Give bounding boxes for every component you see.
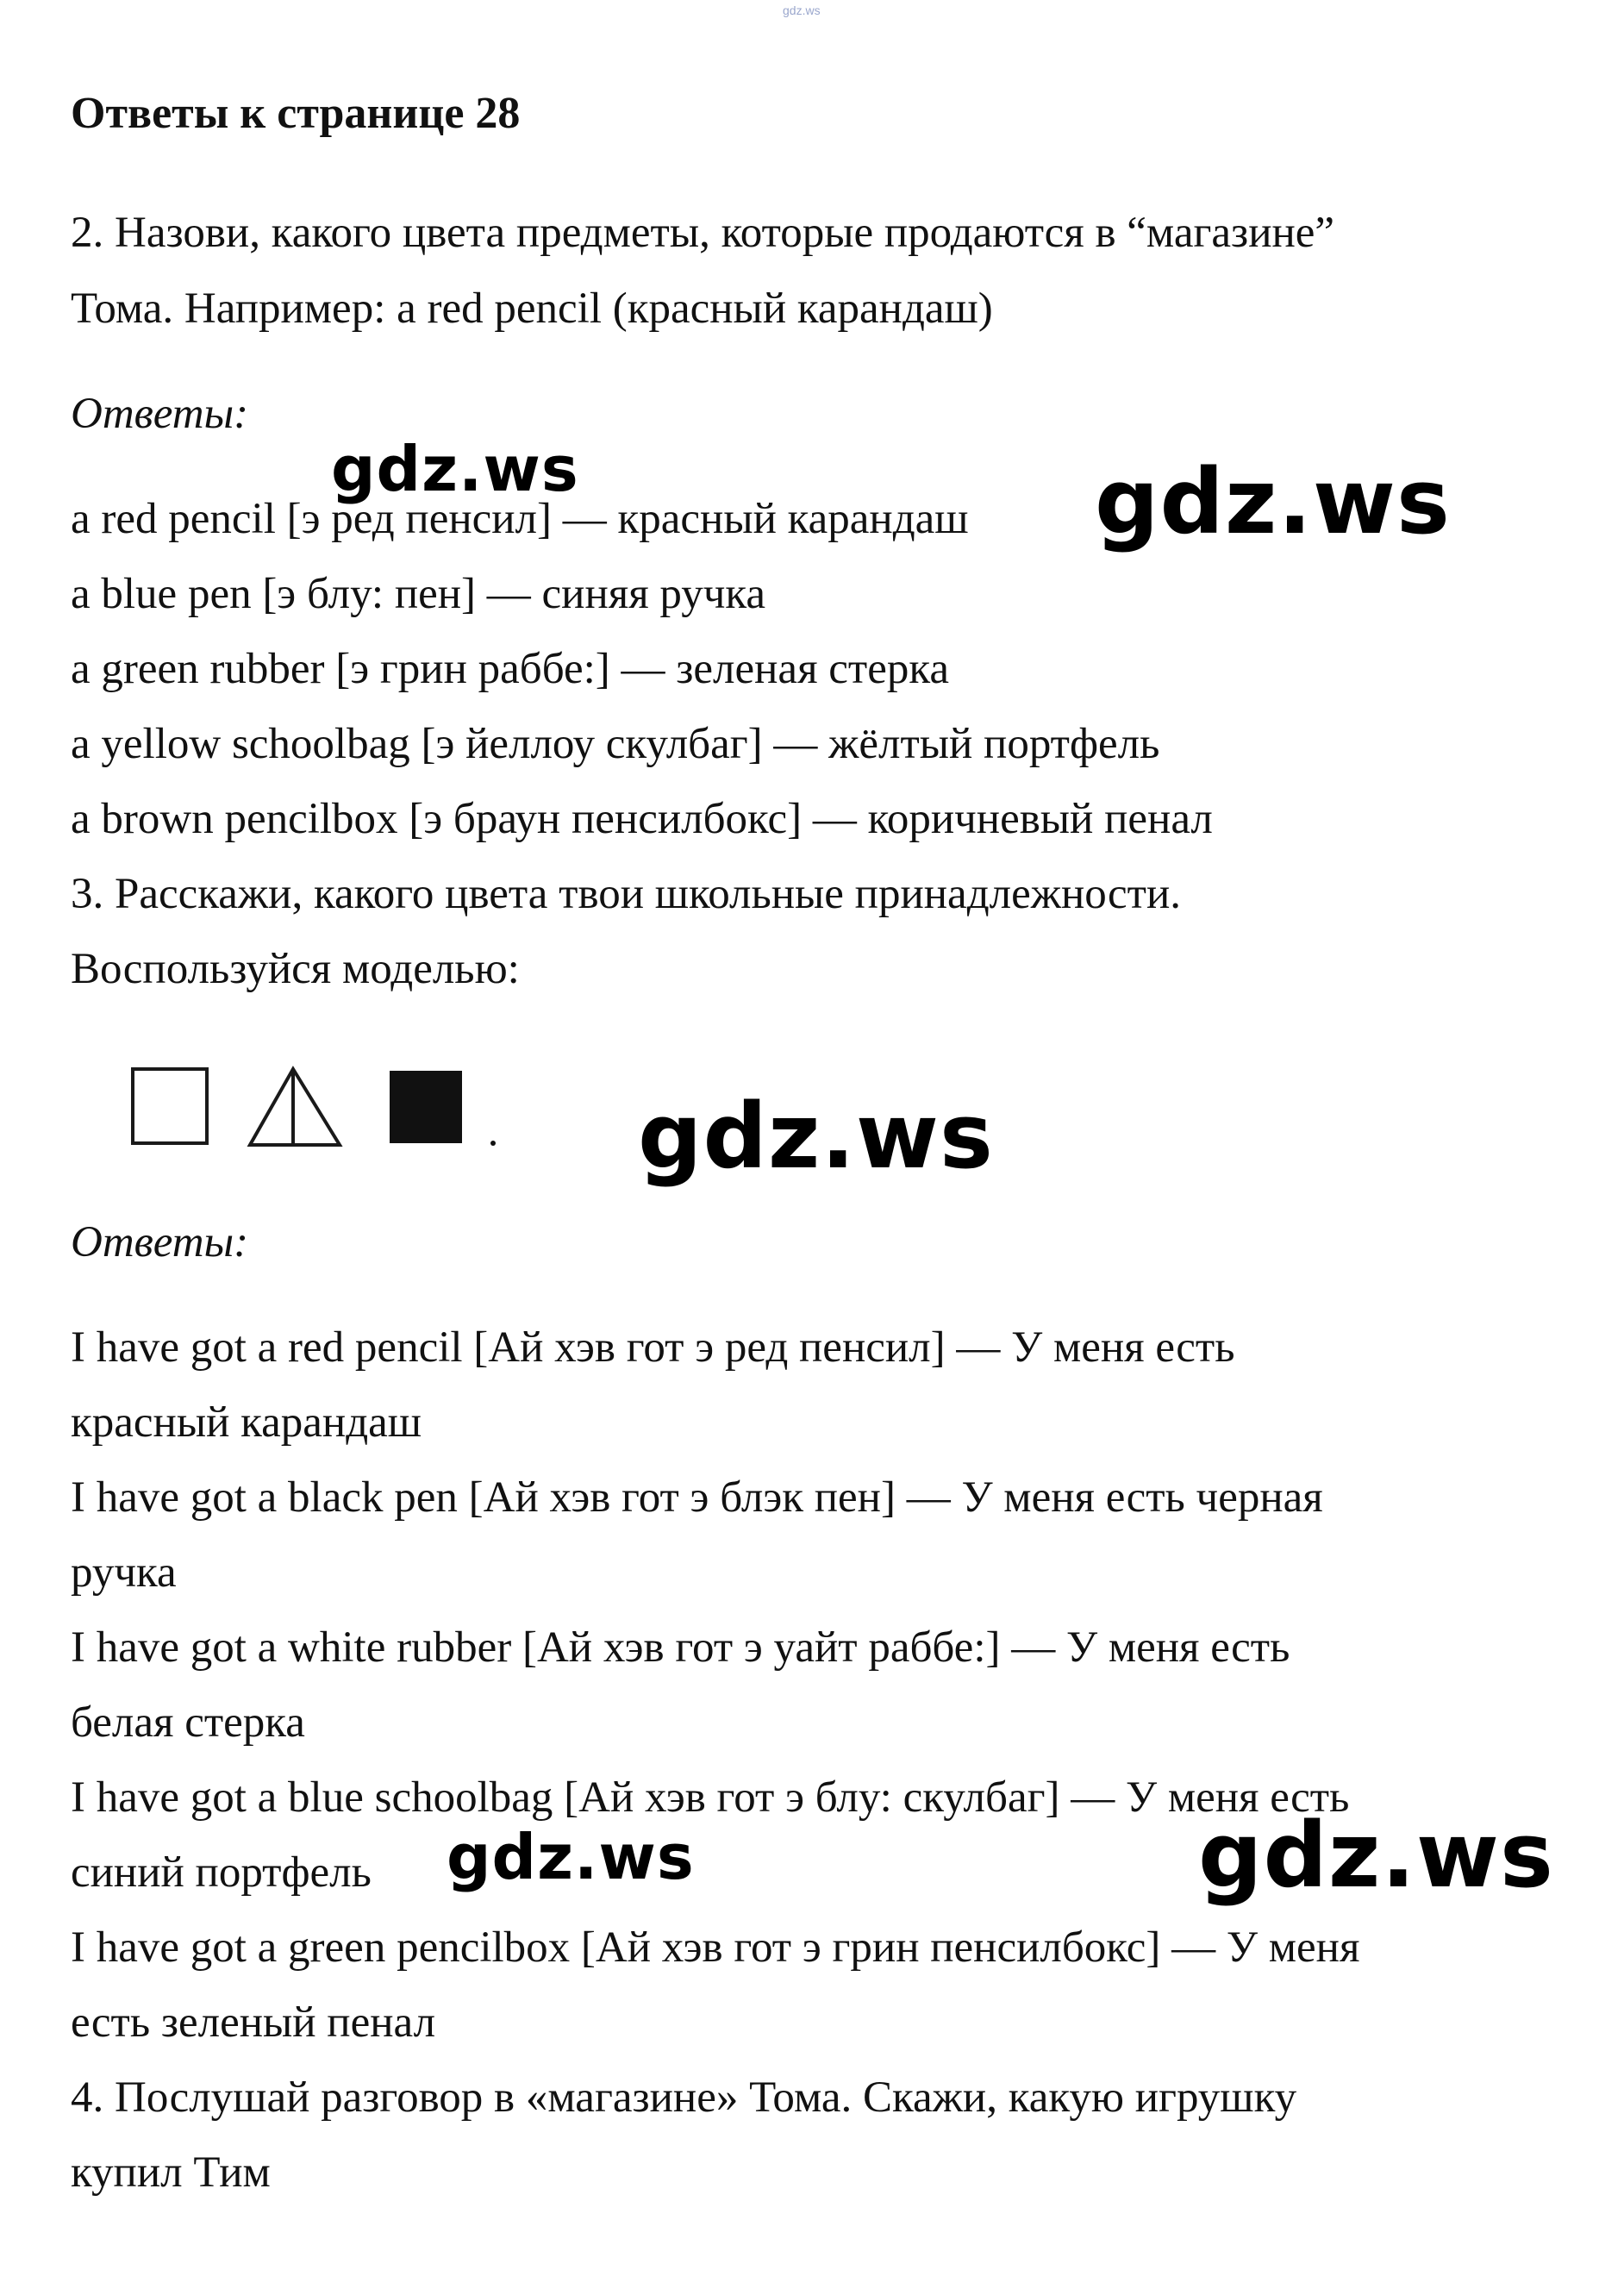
- task3-prompt-line-1: 3. Расскажи, какого цвета твои школьные принадлежности.: [71, 870, 1181, 918]
- task2-answer-3: a green rubber [э грин раббе:] — зеленая стерка: [71, 645, 949, 693]
- watermark: gdz.ws: [331, 433, 579, 505]
- page-title: Ответы к странице 28: [71, 89, 521, 138]
- task4-prompt-line-1: 4. Послушай разговор в «магазине» Тома. Скажи, какую игрушку: [71, 2073, 1297, 2122]
- color-model-figure: [129, 1066, 509, 1160]
- task2-answers-label: Ответы:: [71, 390, 249, 438]
- task2-answer-1: a red pencil [э ред пенсил] — красный карандаш: [71, 495, 969, 543]
- task3-answers-label: Ответы:: [71, 1218, 249, 1266]
- site-mark: gdz.ws: [783, 3, 821, 17]
- watermark: gdz.ws: [638, 1084, 994, 1189]
- watermark: gdz.ws: [1095, 449, 1451, 554]
- task2-answer-4: a yellow schoolbag [э йеллоу скулбаг] — жёлтый портфель: [71, 720, 1160, 768]
- task3-answer-line-6: белая стерка: [71, 1698, 305, 1747]
- watermark: gdz.ws: [447, 1821, 695, 1893]
- task3-answer-line-9: I have got a green pencilbox [Ай хэв гот э грин пенсилбокс] — У меня: [71, 1923, 1360, 1972]
- task3-answer-line-4: ручка: [71, 1548, 177, 1597]
- task2-answer-5: a brown pencilbox [э браун пенсилбокс] — коричневый пенал: [71, 795, 1213, 843]
- task2-prompt-line-1: 2. Назови, какого цвета предметы, которые продаются в “магазине”: [71, 209, 1335, 257]
- empty-square-icon: [133, 1069, 207, 1143]
- task3-prompt-line-2: Воспользуйся моделью:: [71, 945, 520, 993]
- period-dot: [490, 1141, 496, 1146]
- task3-answer-line-10: есть зеленый пенал: [71, 1998, 436, 2047]
- divided-triangle-icon: [250, 1069, 340, 1145]
- task4-prompt-line-2: купил Тим: [71, 2148, 271, 2197]
- watermark: gdz.ws: [1198, 1803, 1554, 1908]
- task3-answer-line-5: I have got a white rubber [Ай хэв гот э уайт раббе:] — У меня есть: [71, 1623, 1290, 1672]
- filled-square-icon: [390, 1071, 462, 1143]
- task3-answer-line-2: красный карандаш: [71, 1398, 422, 1447]
- task3-answer-line-1: I have got a red pencil [Ай хэв гот э ред пенсил] — У меня есть: [71, 1323, 1235, 1372]
- task3-answer-line-8: синий портфель: [71, 1848, 372, 1897]
- task3-answer-line-3: I have got a black pen [Ай хэв гот э блэк пен] — У меня есть черная: [71, 1473, 1323, 1522]
- task3-answer-line-7: I have got a blue schoolbag [Ай хэв гот э блу: скулбаг] — У меня есть: [71, 1773, 1350, 1822]
- task2-answer-2: a blue pen [э блу: пен] — синяя ручка: [71, 570, 766, 618]
- task2-prompt-line-2: Тома. Например: a red pencil (красный карандаш): [71, 285, 993, 333]
